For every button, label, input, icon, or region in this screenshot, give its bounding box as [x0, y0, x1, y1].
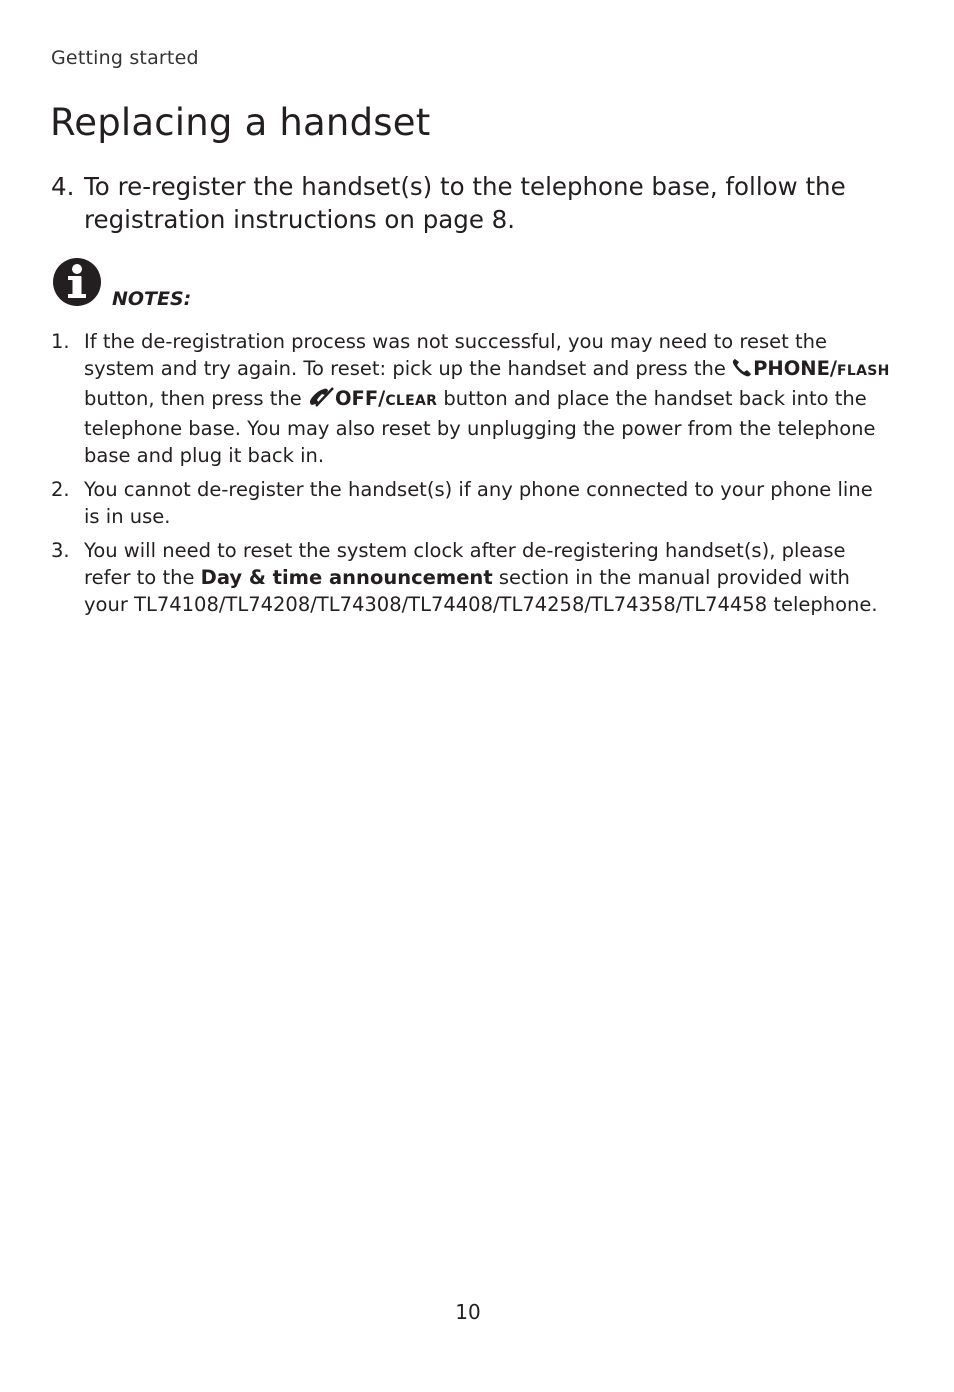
- note-item: [51, 328, 891, 469]
- note-text: You will need to reset the system clock after de-registering handset(s), please refer to the: [84, 539, 846, 589]
- page-number: 10: [455, 1300, 481, 1324]
- step-item: [51, 170, 911, 236]
- section-reference: Day & time announcement: [200, 566, 493, 589]
- note-number: 2.: [51, 478, 70, 501]
- note-text: button and place the handset back into the telephone base. You may also reset by unplugging the power from the telephone base and plug it back in.: [84, 387, 876, 467]
- note-item: [51, 537, 891, 618]
- note-item: [51, 476, 891, 530]
- note-number: 3.: [51, 539, 70, 562]
- note-text: button, then press the: [84, 387, 308, 410]
- step-text: To re-register the handset(s) to the telephone base, follow the registration instructions on page 8.: [84, 172, 846, 234]
- note-text: You cannot de-register the handset(s) if any phone connected to your phone line is in use.: [84, 478, 873, 528]
- section-label: Getting started: [51, 47, 199, 69]
- off-clear-key: OFF/CLEAR: [308, 387, 437, 410]
- notes-label: NOTES:: [112, 288, 192, 310]
- note-number: 1.: [51, 330, 70, 353]
- page-title: Replacing a handset: [50, 101, 431, 144]
- notes-list: [51, 328, 891, 625]
- step-number: 4.: [51, 172, 75, 201]
- off-hangup-icon: [308, 387, 334, 407]
- note-text: If the de-registration process was not successful, you may need to reset the system and try again. To reset: pick up the handset and press the: [84, 330, 827, 380]
- phone-icon: [732, 358, 752, 377]
- note-text: section in the manual provided with your TL74108/TL74208/TL74308/TL74408/TL74258/TL74358/TL74458 telephone.: [84, 566, 878, 616]
- info-icon: [52, 257, 102, 307]
- phone-flash-key: PHONE/FLASH: [732, 357, 890, 380]
